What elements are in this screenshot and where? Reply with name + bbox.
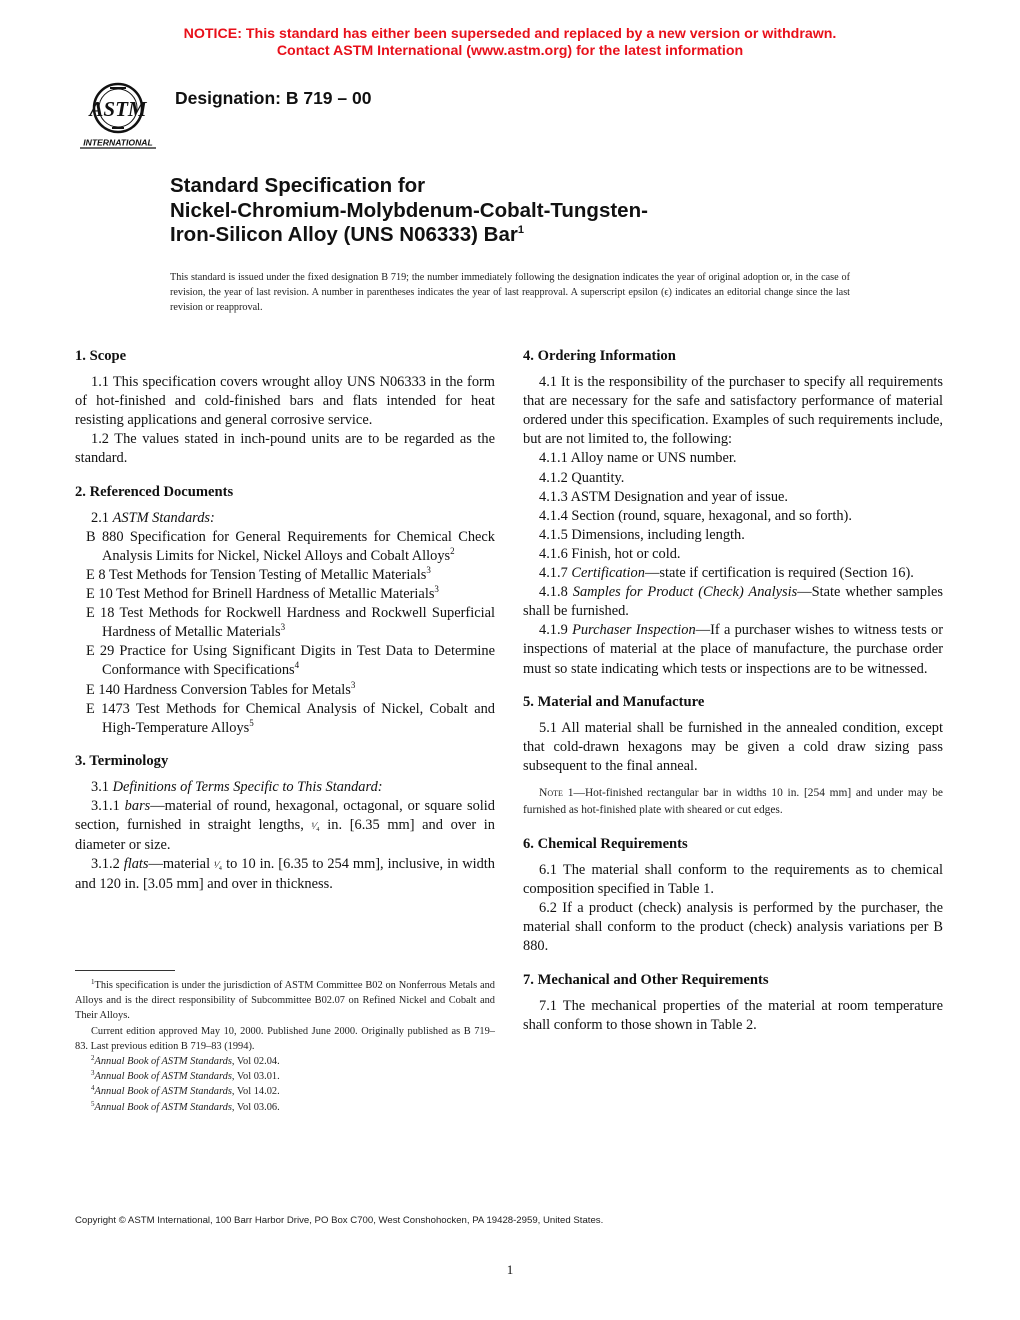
preamble: This standard is issued under the fixed designation B 719; the number immediately following the designation indicates the year of original adoption or, in the case of revision, the year of last revision. A number in parentheses indicates the year of last reapproval. A superscript epsilon (ϵ) indicates an editorial change since the last revision or reapproval. (170, 272, 850, 314)
list-item-4-1-3: 4.1.3 ASTM Designation and year of issue. (539, 488, 789, 505)
paragraph-3-1: 3.1 Definitions of Terms Specific to This Standard: (91, 778, 383, 795)
list-item-4-1-2: 4.1.2 Quantity. (539, 469, 625, 486)
section-heading-chemical-requirements: 6. Chemical Requirements (523, 835, 688, 852)
section-heading-mechanical-requirements: 7. Mechanical and Other Requirements (523, 971, 769, 988)
footnotes (75, 978, 495, 1115)
paragraph-3-1-2: 3.1.2 flats—material ¹⁄₄ to 10 in. [6.35 to 254 mm], inclusive, in width and 120 in. [3.05 mm] and over in thickness. (75, 856, 495, 893)
page-number: 1 (506, 1262, 514, 1277)
designation: Designation: B 719 – 00 (175, 88, 372, 108)
section-heading-referenced-documents: 2. Referenced Documents (75, 483, 234, 500)
section-heading-terminology: 3. Terminology (75, 752, 169, 769)
paragraph-1-2: 1.2 The values stated in inch-pound units are to be regarded as the standard. (75, 431, 495, 467)
note-1: Note 1—Hot-finished rectangular bar in widths 10 in. [254 mm] and under may be furnished as hot-finished plate with sheared or cut edges. (523, 785, 943, 816)
astm-international-logo (76, 76, 160, 150)
footnote-3: $^3$Annual Book of ASTM Standards, Vol 03.01. (91, 1069, 280, 1083)
notice-line-2: Contact ASTM International (www.astm.org) for the latest information (276, 43, 744, 59)
paragraph-1-1: 1.1 This specification covers wrought alloy UNS N06333 in the form of hot-finished and cold-finished bars and flats intended for heat resisting applications and general corrosive service. (75, 374, 495, 429)
list-item-4-1-8: 4.1.8 Samples for Product (Check) Analysis—State whether samples shall be furnished. (523, 584, 943, 620)
paragraph-5-1: 5.1 All material shall be furnished in the annealed condition, except that cold-drawn hexagons may be given a cold draw sizing pass subsequent to the final anneal. (523, 719, 943, 774)
reference-item: E 1473 Test Methods for Chemical Analysis of Nickel, Cobalt and High-Temperature Alloys$^5$ (86, 700, 495, 736)
svg-text:ASTM: ASTM (89, 97, 147, 121)
copyright: Copyright © ASTM International, 100 Barr Harbor Drive, PO Box C700, West Conshohocken, PA 19428-2959, United States. (75, 1215, 604, 1226)
right-column (523, 346, 943, 1035)
notice-line-1: NOTICE: This standard has either been superseded and replaced by a new version or withdrawn. (183, 26, 837, 42)
superseded-notice (0, 26, 1020, 60)
section-heading-ordering-information: 4. Ordering Information (523, 348, 676, 364)
paragraph-6-2: 6.2 If a product (check) analysis is performed by the purchaser, the material shall conform to the product (check) analysis variations per B 880. (523, 900, 943, 955)
footnote-5: $^5$Annual Book of ASTM Standards, Vol 03.06. (91, 1099, 280, 1113)
reference-item: E 29 Practice for Using Significant Digits in Test Data to Determine Conformance with Specifications$^4$ (86, 643, 495, 679)
list-item-4-1-6: 4.1.6 Finish, hot or cold. (539, 545, 681, 562)
reference-item: B 880 Specification for General Requirements for Chemical Check Analysis Limits for Nickel, Nickel Alloys and Cobalt Alloys$^2$ (86, 528, 495, 564)
list-item-4-1-9: 4.1.9 Purchaser Inspection—If a purchaser wishes to witness tests or inspections of material at the place of manufacture, the purchase order must so state indicating which tests or inspections are to be witnessed. (523, 622, 943, 677)
footnote-2: $^2$Annual Book of ASTM Standards, Vol 02.04. (91, 1054, 280, 1068)
title-line-2: Nickel-Chromium-Molybdenum-Cobalt-Tungsten- (170, 198, 648, 222)
footnote-divider (75, 970, 175, 971)
footnote-1: $^1$This specification is under the jurisdiction of ASTM Committee B02 on Nonferrous Metals and Alloys and is the direct responsibility of Subcommittee B02.07 on Refined Nickel and Cobalt and Their Alloys. (75, 978, 495, 1022)
list-item-4-1-4: 4.1.4 Section (round, square, hexagonal, and so forth). (539, 507, 852, 524)
paragraph-6-1: 6.1 The material shall conform to the requirements as to chemical composition specified in Table 1. (523, 862, 943, 898)
title-line-3: Iron-Silicon Alloy (UNS N06333) Bar$^1$ (170, 223, 524, 246)
section-heading-scope: 1. Scope (75, 348, 127, 364)
paragraph-2-1: 2.1 ASTM Standards: (91, 509, 215, 526)
astm-logo-icon (76, 76, 160, 150)
reference-item: E 8 Test Methods for Tension Testing of Metallic Materials$^3$ (86, 564, 431, 583)
title-line-1: Standard Specification for (170, 174, 426, 197)
left-column (75, 346, 495, 894)
section-heading-material-and-manufacture: 5. Material and Manufacture (523, 693, 705, 710)
paragraph-4-1: 4.1 It is the responsibility of the purchaser to specify all requirements that are necessary for the safe and satisfactory performance of material ordered under this specification. Examples of such requirements include, but are not limited to, the following: (523, 374, 943, 448)
title-footnote-ref: 1 (517, 224, 524, 236)
list-item-4-1-7: 4.1.7 Certification—state if certification is required (Section 16). (539, 565, 914, 582)
reference-item: E 18 Test Methods for Rockwell Hardness and Rockwell Superficial Hardness of Metallic Materials$^3$ (86, 605, 495, 641)
list-item-4-1-5: 4.1.5 Dimensions, including length. (539, 526, 745, 543)
reference-item: E 10 Test Method for Brinell Hardness of Metallic Materials$^3$ (86, 584, 439, 603)
reference-item: E 140 Hardness Conversion Tables for Metals$^3$ (86, 679, 356, 698)
footnote-1-edition: Current edition approved May 10, 2000. Published June 2000. Originally published as B 719–83. Last previous edition B 719–83 (1994). (75, 1025, 495, 1052)
paragraph-3-1-1: 3.1.1 bars—material of round, hexagonal, octagonal, or square solid section, furnished in straight lengths, ¹⁄₄ in. [6.35 mm] and over in diameter or size. (75, 797, 495, 854)
document-title (170, 174, 770, 248)
list-item-4-1-1: 4.1.1 Alloy name or UNS number. (539, 450, 737, 467)
paragraph-7-1: 7.1 The mechanical properties of the material at room temperature shall conform to those shown in Table 2. (523, 997, 943, 1033)
footnote-4: $^4$Annual Book of ASTM Standards, Vol 14.02. (91, 1084, 280, 1098)
logo-text: INTERNATIONAL (83, 137, 153, 148)
